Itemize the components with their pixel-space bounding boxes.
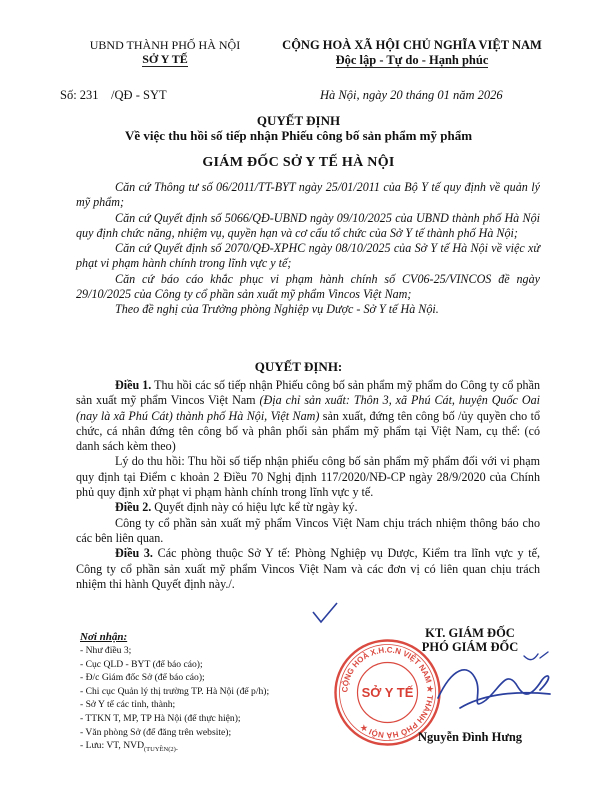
handwritten-signature bbox=[430, 650, 560, 730]
article-2 bbox=[76, 500, 540, 515]
article-1 bbox=[76, 378, 540, 454]
article-2-label: Điều 2. bbox=[115, 500, 152, 515]
article-3-label: Điều 3. bbox=[115, 546, 153, 561]
signature-line2: PHÓ GIÁM ĐỐC bbox=[421, 640, 519, 654]
signer-name: Nguyễn Đình Hưng bbox=[417, 730, 523, 744]
document-date: Hà Nội, ngày 20 tháng 01 năm 2026 bbox=[320, 88, 503, 102]
article-2-text: Quyết định này có hiệu lực kể từ ngày ký. bbox=[151, 500, 358, 515]
stamp-center-text: SỞ Y TẾ bbox=[361, 685, 414, 700]
signature-line1: KT. GIÁM ĐỐC bbox=[425, 626, 515, 640]
org-line2 bbox=[70, 52, 260, 67]
stamp-ring-text: CỘNG HOÀ X.H.C.N VIỆT NAM ★ THÀNH PHỐ HÀ NỘI ★ bbox=[340, 645, 435, 740]
recipient-item bbox=[80, 739, 269, 757]
nation-line1: CỘNG HOÀ XÃ HỘI CHỦ NGHĨA VIỆT NAM bbox=[282, 38, 542, 52]
nation-line2 bbox=[262, 53, 562, 68]
article-1-text: Thu hồi các số tiếp nhận Phiếu công bố sản phẩm mỹ phẩm do Công ty cổ phần sản xuất mỹ phẩm Vincos Việt Nam bbox=[76, 378, 541, 408]
national-motto bbox=[262, 38, 562, 68]
org-line1: UBND THÀNH PHỐ HÀ NỘI bbox=[89, 38, 241, 52]
article-1-label: Điều 1. bbox=[115, 378, 152, 392]
recipient-archive: - Lưu: VT, NVD bbox=[80, 740, 144, 752]
preamble-item: Theo đề nghị của Trưởng phòng Nghiệp vụ Dược - Sở Y tế Hà Nội. bbox=[115, 302, 439, 317]
decision-title: QUYẾT ĐỊNH bbox=[256, 113, 341, 128]
org-line2-text: SỞ Y TẾ bbox=[142, 52, 188, 66]
authority-heading: GIÁM ĐỐC SỞ Y TẾ HÀ NỘI bbox=[202, 155, 395, 170]
articles bbox=[76, 378, 540, 592]
issuing-authority bbox=[70, 38, 260, 67]
preamble-item: Căn cứ báo cáo khắc phục vi phạm hành chính số CV06-25/VINCOS đề ngày 29/10/2025 của Công ty cổ phần sản xuất mỹ phẩm Vincos Việt Nam; bbox=[76, 271, 540, 302]
article-1-address: (Địa chỉ sản xuất: Thôn 3, xã Phú Cát, huyện Quốc Oai (nay là xã Phú Cát) thành phố Hà Nội, Việt Nam) bbox=[76, 393, 540, 423]
recipient-item: - Chi cục Quản lý thị trường TP. Hà Nội (để p/h); bbox=[80, 685, 270, 697]
preamble-item: Căn cứ Quyết định số 5066/QĐ-UBND ngày 09/10/2025 của UBND thành phố Hà Nội quy định chức năng, nhiệm vụ, quyền hạn và cơ cấu tổ chức của Sở Y tế thành phố Hà Nội; bbox=[76, 210, 540, 240]
decision-heading: QUYẾT ĐỊNH: bbox=[254, 359, 343, 374]
recipient-item: - Như điều 3; bbox=[80, 645, 132, 656]
recipient-item: - Sở Y tế các tỉnh, thành; bbox=[80, 699, 176, 711]
nation-line2-text: Độc lập - Tự do - Hạnh phúc bbox=[335, 53, 489, 67]
preamble bbox=[76, 180, 540, 318]
recipients-title: Nơi nhận: bbox=[80, 631, 128, 643]
recipient-item: - Đ/c Giám đốc Sở (để báo cáo); bbox=[80, 672, 205, 684]
article-3-text: Các phòng thuộc Sở Y tế: Phòng Nghiệp vụ Dược, Kiểm tra lĩnh vực y tế, Công ty cổ phần sản xuất mỹ phẩm Vincos Việt Nam và các đơn vị có liên quan chịu trách nhiệm thi hành Quyết định này./. bbox=[76, 546, 541, 591]
recipient-item: - TTKN T, MP, TP Hà Nội (để thực hiện); bbox=[80, 712, 241, 724]
archive-suffix: (TUYỀN(2)- bbox=[144, 746, 178, 754]
decision-subject: Về việc thu hồi số tiếp nhận Phiếu công bố sản phẩm mỹ phẩm bbox=[124, 128, 473, 143]
article-1-text-cont: sản xuất, đứng tên công bố /ủy quyền cho tổ chức, cá nhân đứng tên công bố và phân phối sản phẩm mỹ phẩm tại Việt Nam, cụ thể: (có danh sách kèm theo) bbox=[76, 408, 540, 454]
preamble-item: Căn cứ Quyết định số 2070/QĐ-XPHC ngày 08/10/2025 của Sở Y tế Hà Nội về việc xử phạt vi phạm hành chính trong lĩnh vực y tế; bbox=[76, 241, 540, 271]
check-mark-icon bbox=[310, 600, 340, 626]
article-3 bbox=[76, 546, 540, 592]
recipient-item: - Cục QLD - BYT (để báo cáo); bbox=[80, 658, 203, 670]
recipient-item: - Văn phòng Sở (để đăng trên website); bbox=[80, 726, 232, 738]
recipients-list bbox=[80, 644, 269, 757]
preamble-item: Căn cứ Thông tư số 06/2011/TT-BYT ngày 25/01/2011 của Bộ Y tế quy định về quản lý mỹ phẩm; bbox=[76, 180, 540, 210]
document-number: Số: 231 /QĐ - SYT bbox=[60, 88, 167, 102]
revocation-reason: Lý do thu hồi: Thu hồi số tiếp nhận phiếu công bố sản phẩm mỹ phẩm đối với vi phạm quy định tại Điểm c khoản 2 Điều 70 Nghị định 117/2020/NĐ-CP ngày 28/9/2020 của Chính phủ quy định xử phạt vi phạm hành chính trong lĩnh vực y tế. bbox=[76, 454, 540, 500]
article-2-extra: Công ty cổ phần sản xuất mỹ phẩm Vincos Việt Nam chịu trách nhiệm thông báo cho các bên liên quan. bbox=[76, 515, 540, 545]
